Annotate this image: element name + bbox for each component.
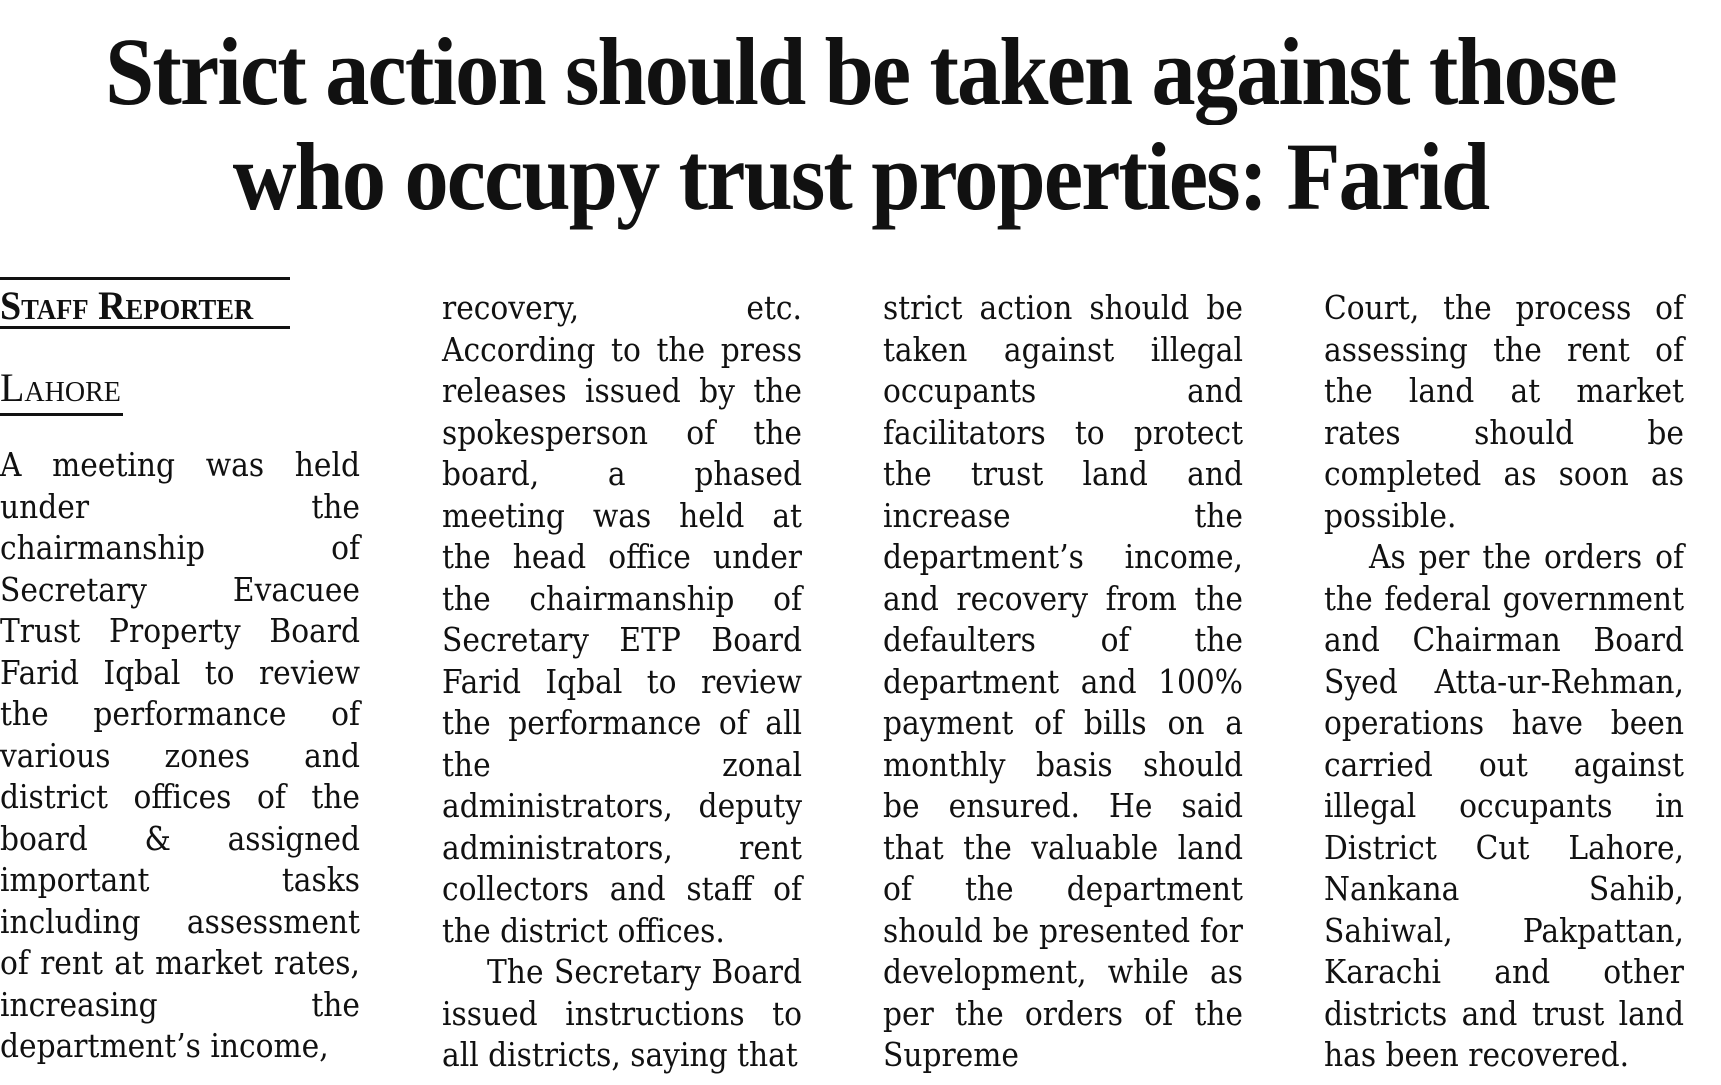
byline-dateline: Lahore: [0, 364, 123, 416]
paragraph: strict action should be taken against illegal occupants and facilitators to protect the trust land and increase the department’s income, and recovery from the defaulters of the department and 100% payment of bills on a monthly basis should be ensured. He said that the valuable land of the department should be presented for development, while as per the orders of the Supreme: [883, 288, 1243, 1074]
byline-reporter-text: Staff Reporter: [0, 283, 254, 328]
paragraph: recovery, etc. According to the press releases issued by the spokesperson of the board, a phased meeting was held at the head office under the chairmanship of Secretary ETP Board Farid Iqbal to review the performance of all the zonal administrators, deputy administrators, rent collectors and staff of the district offices.: [442, 288, 802, 950]
article-column-3: [883, 287, 1243, 1076]
headline-line-1: Strict action should be taken against those: [105, 18, 1616, 125]
article-column-2: [442, 287, 802, 1076]
article-column-1: [0, 444, 360, 1067]
byline-reporter: [0, 277, 290, 329]
article-column-4: [1324, 287, 1684, 1076]
paragraph: As per the orders of the federal government and Chairman Board Syed Atta-ur-Rehman, operations have been carried out against illegal occupants in District Cut Lahore, Nankana Sahib, Sahiwal, Pakpattan, Karachi and other districts and trust land has been recovered.: [1324, 537, 1684, 1074]
paragraph: A meeting was held under the chairmanship of Secretary Evacuee Trust Property Board Farid Iqbal to review the performance of various zones and district offices of the board & assigned important tasks including assessment of rent at market rates, increasing the department’s income,: [0, 445, 360, 1065]
headline-line-2: who occupy trust properties: Farid: [232, 123, 1489, 230]
paragraph: The Secretary Board issued instructions to all districts, saying that: [442, 952, 802, 1074]
paragraph: Court, the process of assessing the rent of the land at market rates should be completed as soon as possible.: [1324, 288, 1684, 535]
